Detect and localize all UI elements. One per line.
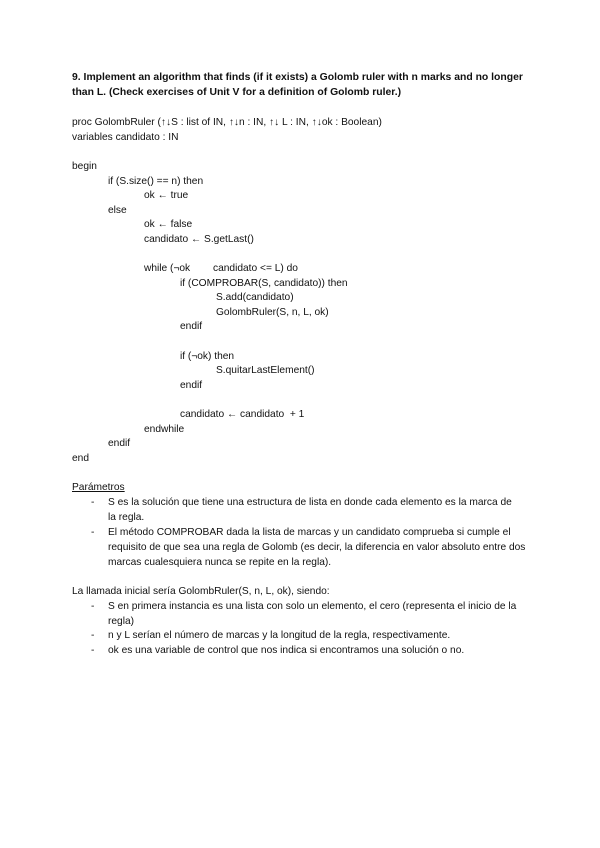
list-item: S es la solución que tiene una estructura de lista en donde cada elemento es la marca de la regla. [108, 497, 512, 523]
bullet-marker: - [91, 497, 95, 508]
ok-false-line: ok ← false [144, 219, 193, 230]
exercise-title: 9. Implement an algorithm that finds (if it exists) a Golomb ruler with n marks and no longer than L. (Check exercises of Unit V for a definition of Golomb ruler.) [72, 72, 523, 98]
list-item: S en primera instancia es una lista con solo un elemento, el cero (representa el inicio de la regla) [108, 601, 517, 627]
if-not-ok-line: if (¬ok) then [180, 351, 235, 362]
if-size-line: if (S.size() == n) then [108, 176, 204, 187]
list-item: ok es una variable de control que nos indica si encontramos una solución o no. [108, 645, 465, 656]
if-comprobar-line: if (COMPROBAR(S, candidato)) then [180, 278, 348, 289]
end-keyword: end [72, 453, 89, 464]
endif-keyword: endif [180, 380, 203, 391]
else-keyword: else [108, 205, 127, 216]
bullet-marker: - [91, 601, 95, 612]
quitar-last-line: S.quitarLastElement() [216, 365, 315, 376]
endwhile-keyword: endwhile [144, 424, 185, 435]
recursive-call-line: GolombRuler(S, n, L, ok) [216, 307, 329, 318]
endif-keyword: endif [108, 438, 131, 449]
s-add-line: S.add(candidato) [216, 292, 294, 303]
bullet-marker: - [91, 527, 95, 538]
parametros-heading: Parámetros [72, 482, 125, 493]
bullet-marker: - [91, 630, 95, 641]
proc-header: proc GolombRuler (↑↓S : list of IN, ↑↓n : IN, ↑↓ L : IN, ↑↓ok : Boolean) [72, 117, 382, 128]
while-condition-part1: while (¬ok [144, 263, 191, 274]
ok-true-line: ok ← true [144, 190, 189, 201]
candidato-increment-line: candidato ← candidato + 1 [180, 409, 305, 420]
begin-keyword: begin [72, 161, 97, 172]
llamada-intro: La llamada inicial sería GolombRuler(S, n, L, ok), siendo: [72, 586, 330, 597]
candidato-getlast-line: candidato ← S.getLast() [144, 234, 254, 245]
bullet-marker: - [91, 645, 95, 656]
variables-line: variables candidato : IN [72, 132, 179, 143]
list-item: El método COMPROBAR dada la lista de marcas y un candidato comprueba si cumple el requisito de que sea una regla de Golomb (es decir, la diferencia en valor absoluto entre dos marcas cualesquiera nunca se repite en la regla). [108, 527, 526, 568]
list-item: n y L serían el número de marcas y la longitud de la regla, respectivamente. [108, 630, 451, 641]
endif-keyword: endif [180, 321, 203, 332]
while-condition-part2: candidato <= L) do [213, 263, 298, 274]
